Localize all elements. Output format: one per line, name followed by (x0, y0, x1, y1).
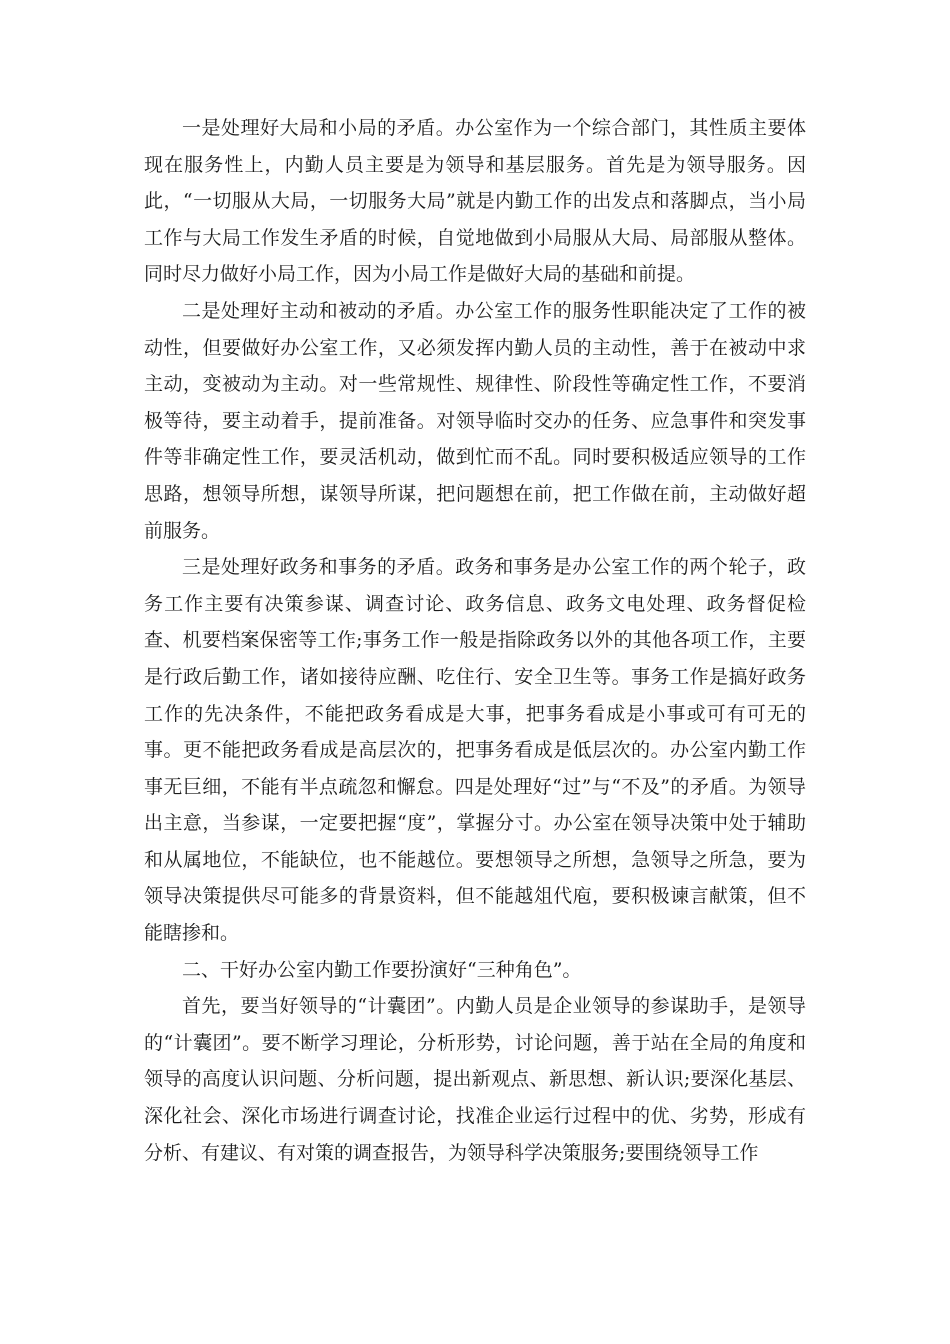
document-body (144, 110, 806, 1171)
paragraph-2: 二是处理好主动和被动的矛盾。办公室工作的服务性职能决定了工作的被动性，但要做好办公室工作，又必须发挥内勤人员的主动性，善于在被动中求主动，变被动为主动。对一些常规性、规律性、阶段性等确定性工作，不要消极等待，要主动着手，提前准备。对领导临时交办的任务、应急事件和突发事件等非确定性工作，要灵活机动，做到忙而不乱。同时要积极适应领导的工作思路，想领导所想，谋领导所谋，把问题想在前，把工作做在前，主动做好超前服务。 (144, 299, 806, 542)
paragraph-4: 首先，要当好领导的“计囊团”。内勤人员是企业领导的参谋助手，是领导的“计囊团”。要不断学习理论，分析形势，讨论问题，善于站在全局的角度和领导的高度认识问题、分析问题，提出新观点、新思想、新认识;要深化基层、深化社会、深化市场进行调查讨论，找准企业运行过程中的优、劣势，形成有分析、有建议、有对策的调查报告，为领导科学决策服务;要围绕领导工作 (144, 995, 806, 1164)
paragraph-3: 三是处理好政务和事务的矛盾。政务和事务是办公室工作的两个轮子，政务工作主要有决策参谋、调查讨论、政务信息、政务文电处理、政务督促检查、机要档案保密等工作;事务工作一般是指除政务以外的其他各项工作，主要是行政后勤工作，诸如接待应酬、吃住行、安全卫生等。事务工作是搞好政务工作的先决条件，不能把政务看成是大事，把事务看成是小事或可有可无的事。更不能把政务看成是高层次的，把事务看成是低层次的。办公室内勤工作事无巨细，不能有半点疏忽和懈怠。四是处理好“过”与“不及”的矛盾。为领导出主意，当参谋，一定要把握“度”，掌握分寸。办公室在领导决策中处于辅助和从属地位，不能缺位，也不能越位。要想领导之所想，急领导之所急，要为领导决策提供尽可能多的背景资料，但不能越俎代庖，要积极谏言献策，但不能瞎掺和。 (144, 556, 806, 945)
paragraph-1: 一是处理好大局和小局的矛盾。办公室作为一个综合部门，其性质主要体现在服务性上，内勤人员主要是为领导和基层服务。首先是为领导服务。因此，“一切服从大局，一切服务大局”就是内勤工作的出发点和落脚点，当小局工作与大局工作发生矛盾的时候，自觉地做到小局服从大局、局部服从整体。同时尽力做好小局工作，因为小局工作是做好大局的基础和前提。 (144, 117, 806, 286)
section-heading: 二、干好办公室内勤工作要扮演好“三种角色”。 (182, 958, 582, 981)
